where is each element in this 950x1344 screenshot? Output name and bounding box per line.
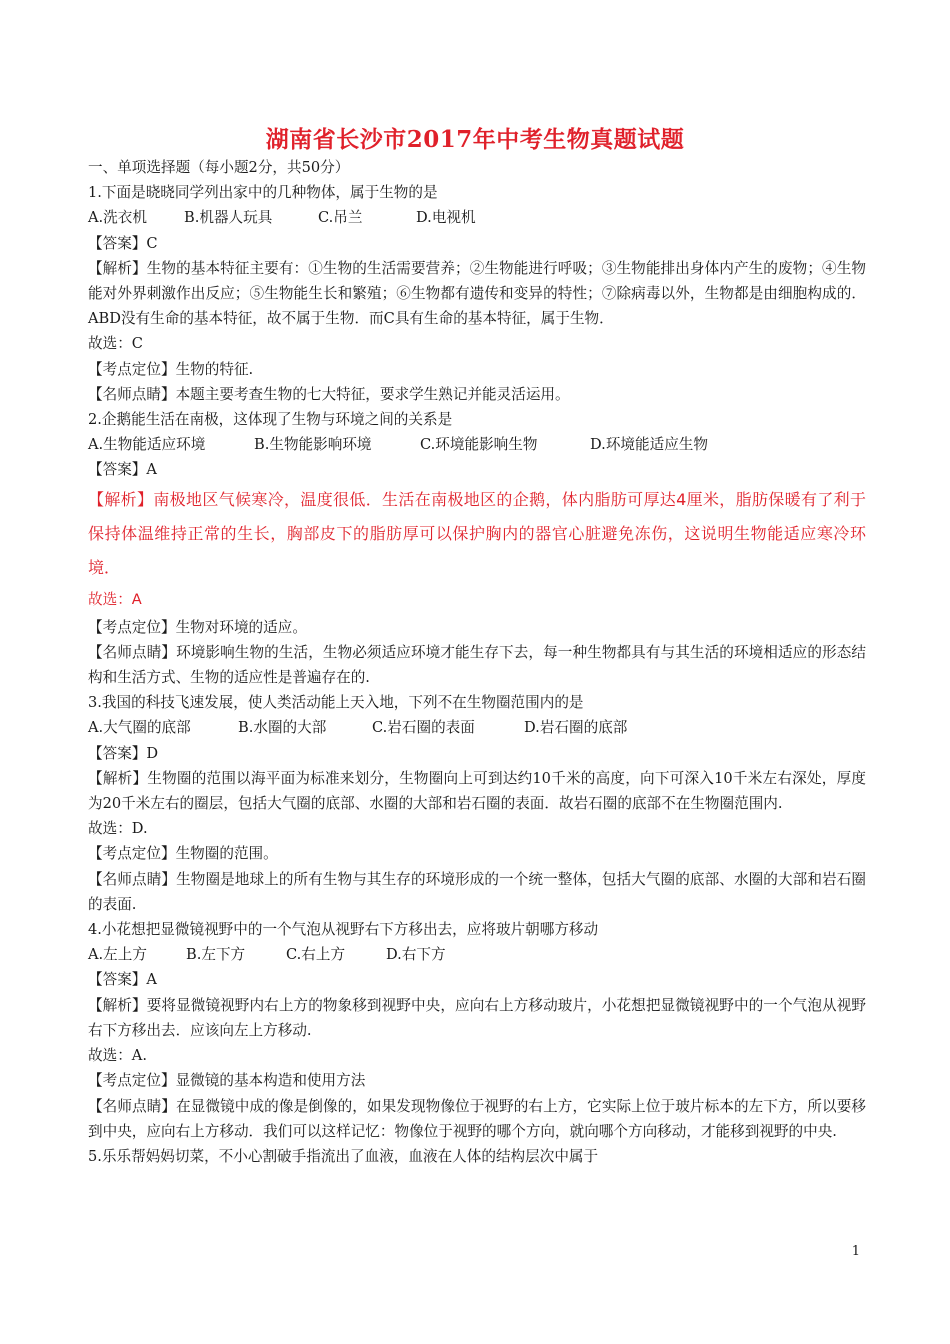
- option-c: C.右上方: [286, 946, 346, 964]
- question-1-analysis: 【解析】生物的基本特征主要有：①生物的生活需要营养；②生物能进行呼吸；③生物能排出身体内产生的废物；④生物能对外界刺激作出反应；⑤生物能生长和繁殖；⑥生物都有遗传和变异的特性；⑦除病毒以外，生物都是由细胞构成的．ABD没有生命的基本特征，故不属于生物．而C具有生命的基本特征，属于生物．: [88, 259, 866, 328]
- question-2-stem: 2.企鹅能生活在南极，这体现了生物与环境之间的关系是: [88, 411, 453, 429]
- question-4-kaodian: 【考点定位】显微镜的基本构造和使用方法: [88, 1072, 366, 1090]
- option-a: A.大气圈的底部: [88, 719, 191, 737]
- question-4-stem: 4.小花想把显微镜视野中的一个气泡从视野右下方移出去，应将玻片朝哪方移动: [88, 921, 599, 939]
- question-3-stem: 3.我国的科技飞速发展，使人类活动能上天入地，下列不在生物圈范围内的是: [88, 694, 584, 712]
- option-d: D.环境能适应生物: [590, 436, 708, 454]
- page-number: 1: [851, 1244, 860, 1259]
- page-title: 湖南省长沙市2017年中考生物真题试题: [265, 126, 685, 153]
- option-a: A.左上方: [88, 946, 147, 964]
- question-4-options: [88, 942, 866, 967]
- option-b: B.左下方: [186, 946, 246, 964]
- question-2-analysis: 【解析】南极地区气候寒冷，温度很低．生活在南极地区的企鹅，体内脂肪可厚达4厘米，脂肪保暖有了利于保持体温维持正常的生长，胸部皮下的脂肪厚可以保护胸内的器官心脏避免冻伤，这说明生物能适应寒冷环境．: [88, 489, 866, 577]
- question-1-stem: 1.下面是晓晓同学列出家中的几种物体，属于生物的是: [88, 184, 438, 202]
- question-3-choose: 故选：D.: [88, 820, 148, 838]
- question-4-analysis: 【解析】要将显微镜视野内右上方的物象移到视野中央，应向右上方移动玻片，小花想把显微镜视野中的一个气泡从视野右下方移出去．应该向左上方移动.: [88, 996, 866, 1039]
- option-c: C.环境能影响生物: [420, 436, 538, 454]
- question-5-stem: 5.乐乐帮妈妈切菜，不小心割破手指流出了血液，血液在人体的结构层次中属于: [88, 1147, 599, 1165]
- option-b: B.机器人玩具: [184, 209, 273, 227]
- question-2-answer: 【答案】A: [88, 461, 157, 479]
- question-3-answer: 【答案】D: [88, 744, 159, 762]
- question-3-analysis: 【解析】生物圈的范围以海平面为标准来划分，生物圈向上可到达约10千米的高度，向下可深入10千米左右深处，厚度为20千米左右的圈层，包括大气圈的底部、水圈的大部和岩石圈的表面．故岩石圈的底部不在生物圈范围内.: [88, 769, 866, 813]
- question-2-options: [88, 432, 866, 457]
- question-1-choose: 故选：C: [88, 335, 143, 353]
- option-a: A.洗衣机: [88, 209, 147, 227]
- question-2-kaodian: 【考点定位】生物对环境的适应。: [88, 618, 307, 636]
- question-1-mingshi: 【名师点睛】本题主要考查生物的七大特征，要求学生熟记并能灵活运用。: [88, 385, 570, 403]
- question-3-kaodian: 【考点定位】生物圈的范围。: [88, 845, 278, 863]
- question-3-options: [88, 715, 866, 740]
- option-a: A.生物能适应环境: [88, 436, 206, 454]
- question-3-mingshi: 【名师点睛】生物圈是地球上的所有生物与其生存的环境形成的一个统一整体，包括大气圈的底部、水圈的大部和岩石圈的表面.: [88, 870, 866, 913]
- document-body: [88, 155, 866, 1169]
- option-c: C.吊兰: [318, 209, 363, 227]
- question-1-answer: 【答案】C: [88, 234, 158, 252]
- question-1-options: [88, 205, 866, 230]
- option-d: D.右下方: [386, 946, 446, 964]
- section-heading: 一、单项选择题（每小题2分，共50分）: [88, 159, 350, 176]
- question-1-kaodian: 【考点定位】生物的特征.: [88, 360, 254, 378]
- option-b: B.水圈的大部: [238, 719, 327, 737]
- option-d: D.电视机: [416, 209, 476, 227]
- question-4-mingshi: 【名师点睛】在显微镜中成的像是倒像的，如果发现物像位于视野的右上方，它实际上位于玻片标本的左下方，所以要移到中央，应向右上方移动．我们可以这样记忆：物像位于视野的哪个方向，就向哪个方向移动，才能移到视野的中央.: [88, 1097, 866, 1140]
- option-b: B.生物能影响环境: [254, 436, 372, 454]
- question-2-mingshi: 【名师点睛】环境影响生物的生活，生物必须适应环境才能生存下去，每一种生物都具有与其生活的环境相适应的形态结构和生活方式、生物的适应性是普遍存在的.: [88, 643, 866, 687]
- question-4-answer: 【答案】A: [88, 971, 157, 989]
- question-2-choose: 故选：A: [88, 590, 142, 608]
- option-d: D.岩石圈的底部: [524, 719, 628, 737]
- question-4-choose: 故选：A.: [88, 1047, 147, 1065]
- option-c: C.岩石圈的表面: [372, 719, 475, 737]
